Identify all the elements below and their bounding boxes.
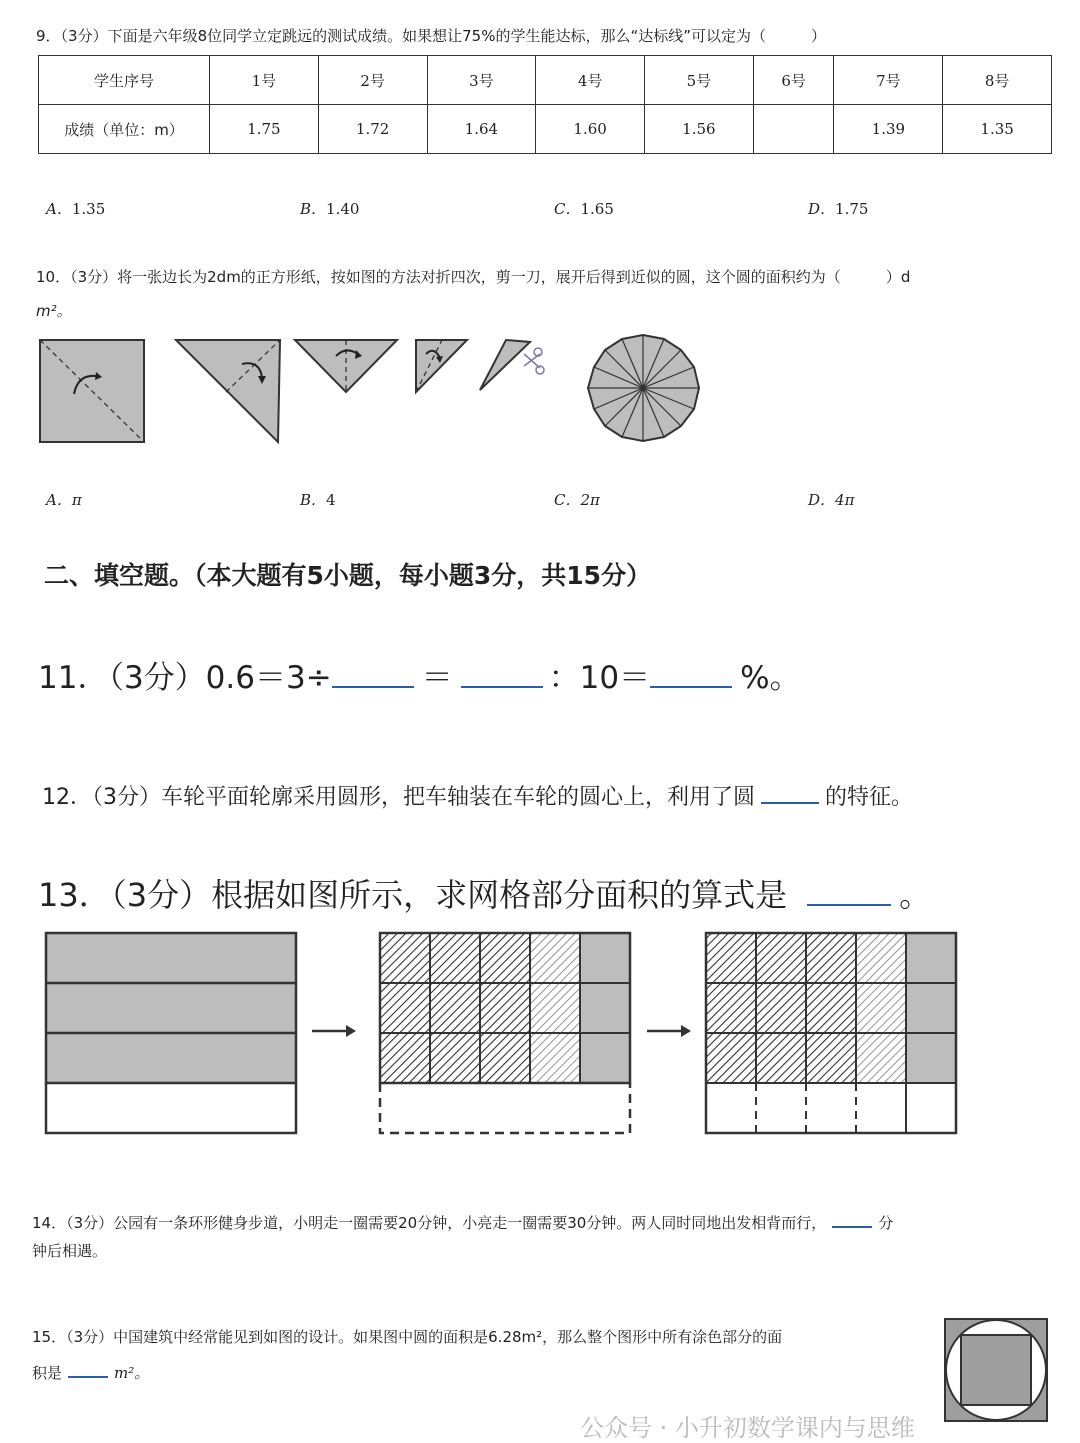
score-cell: 1.60 <box>536 105 645 154</box>
q12-blank[interactable] <box>761 780 819 804</box>
q14-tail: 分 <box>878 1214 894 1232</box>
q11-part1: 11．（3分）0.6＝3÷ <box>38 660 332 696</box>
q11-blank-1[interactable] <box>332 658 414 688</box>
table-row <box>39 56 1052 105</box>
q9-option-c[interactable]: C．1.65 <box>554 200 614 218</box>
q13-text: 13．（3分）根据如图所示，求网格部分面积的算式是 <box>38 876 788 914</box>
score-cell: 1.39 <box>834 105 943 154</box>
q10-text-line2: m²。 <box>36 302 72 320</box>
q10-option-a[interactable]: A．π <box>46 491 82 509</box>
grid-area-figure <box>40 925 965 1140</box>
square-circle-figure <box>942 1316 1050 1424</box>
q10-option-c[interactable]: C．2π <box>554 491 600 509</box>
q11-blank-3[interactable] <box>650 658 732 688</box>
score-cell <box>753 105 834 154</box>
q11 <box>38 652 801 697</box>
q15-blank[interactable] <box>68 1362 108 1378</box>
table-row <box>39 105 1052 154</box>
student-cell: 5号 <box>645 56 754 105</box>
score-cell: 1.64 <box>427 105 536 154</box>
figure-step-2 <box>380 933 630 1133</box>
scissors-icon <box>524 348 544 374</box>
score-cell: 1.56 <box>645 105 754 154</box>
student-cell: 3号 <box>427 56 536 105</box>
q13-tail: 。 <box>899 876 932 914</box>
q10-text-line1: 10．（3分）将一张边长为2dm的正方形纸，按如图的方法对折四次，剪一刀，展开后得到近似的圆，这个圆的面积约为（ ）d <box>36 268 911 286</box>
q15-unit: m²。 <box>114 1364 150 1382</box>
unfolded-circle <box>588 335 699 441</box>
student-cell: 7号 <box>834 56 943 105</box>
q14-line1 <box>32 1212 893 1234</box>
arrow-right-icon <box>647 1025 691 1037</box>
q9-option-d[interactable]: D．1.75 <box>808 200 869 218</box>
arrow-right-icon <box>312 1025 356 1037</box>
section-title: 二、填空题。（本大题有5小题，每小题3分，共15分） <box>44 561 652 590</box>
q11-blank-2[interactable] <box>461 658 543 688</box>
student-cell: 6号 <box>753 56 834 105</box>
q14-text: 14．（3分）公园有一条环形健身步道，小明走一圈需要20分钟，小亮走一圈需要30分钟。两人同时同地出发相背而行， <box>32 1214 827 1232</box>
score-cell: 1.72 <box>318 105 427 154</box>
q14-line2: 钟后相遇。 <box>32 1242 108 1260</box>
q15-line1: 15．（3分）中国建筑中经常能见到如图的设计。如果图中圆的面积是6.28m²，那么整个图形中所有涂色部分的面 <box>32 1328 783 1346</box>
student-cell: 8号 <box>943 56 1052 105</box>
student-cell: 2号 <box>318 56 427 105</box>
q12 <box>42 780 913 811</box>
q13-blank[interactable] <box>807 870 891 906</box>
q14-blank[interactable] <box>832 1212 872 1228</box>
q9-text: 9．（3分）下面是六年级8位同学立定跳远的测试成绩。如果想让75%的学生能达标，那么“达标线”可以定为（ ） <box>36 27 827 45</box>
q12-text: 12．（3分）车轮平面轮廓采用圆形，把车轴装在车轮的圆心上，利用了圆 <box>42 785 755 810</box>
figure-step-3 <box>706 933 956 1133</box>
q10-option-d[interactable]: D．4π <box>808 491 855 509</box>
q9-option-b[interactable]: B．1.40 <box>300 200 360 218</box>
q11-colon: ：10＝ <box>548 660 651 696</box>
score-cell: 1.75 <box>210 105 319 154</box>
q11-equals: ＝ <box>421 660 453 696</box>
paper-folding-figure <box>30 330 730 455</box>
q11-percent: %。 <box>740 660 801 696</box>
student-cell: 4号 <box>536 56 645 105</box>
watermark: 公众号 · 小升初数学课内与思维 <box>580 1414 915 1442</box>
row-header-student: 学生序号 <box>39 56 210 105</box>
q12-tail: 的特征。 <box>825 785 914 810</box>
student-cell: 1号 <box>210 56 319 105</box>
row-header-score: 成绩（单位：m） <box>39 105 210 154</box>
score-cell: 1.35 <box>943 105 1052 154</box>
q15-line2 <box>32 1362 149 1384</box>
q15-text: 积是 <box>32 1364 63 1382</box>
q10-option-b[interactable]: B．4 <box>300 491 336 509</box>
q9-option-a[interactable]: A．1.35 <box>46 200 106 218</box>
scores-table <box>38 55 1052 154</box>
q13 <box>38 870 931 916</box>
figure-step-1 <box>46 933 296 1133</box>
